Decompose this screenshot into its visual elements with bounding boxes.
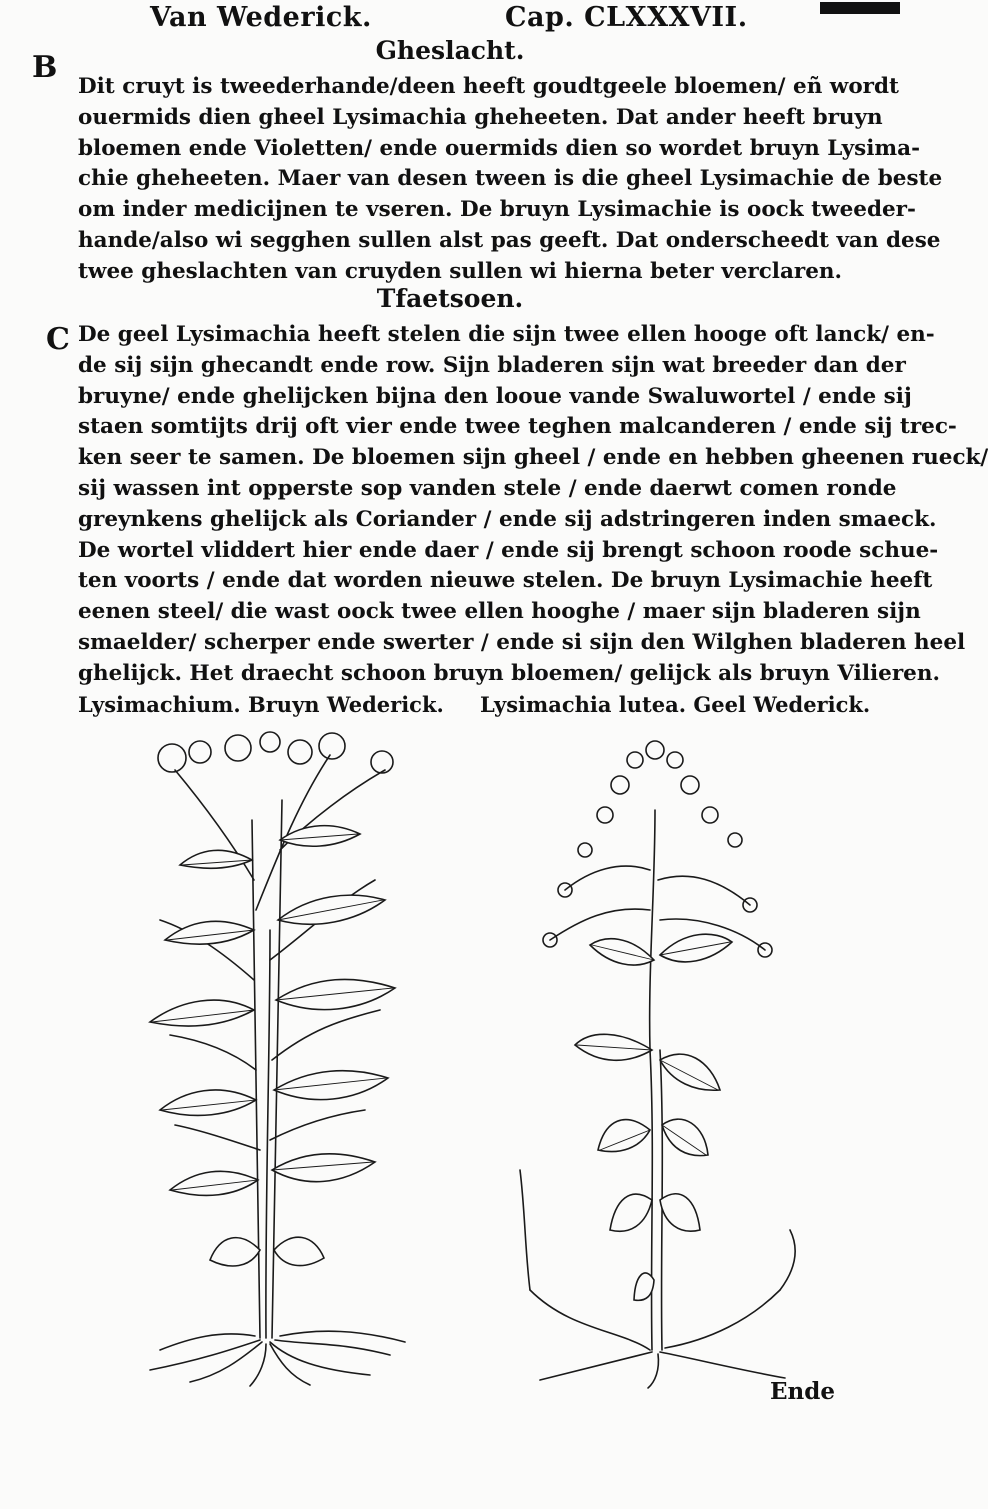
text-line: de sij sijn ghecandt ende row. Sijn bladeren sijn wat breeder dan der bbox=[78, 352, 906, 378]
text-line: greynkens ghelijck als Coriander / ende sij adstringeren inden smaeck. bbox=[78, 506, 937, 532]
text-line: smaelder/ scherper ende swerter / ende si sijn den Wilghen bladeren heel bbox=[78, 629, 966, 655]
text-line: staen somtijts drij oft vier ende twee teghen malcanderen / ende sij trec- bbox=[78, 414, 957, 440]
caption-lysimachia-lutea: Lysimachia lutea. Geel Wederick. bbox=[480, 692, 871, 717]
running-head-title: Van Wederick. bbox=[150, 2, 372, 33]
text-line: De wortel vliddert hier ende daer / ende sij brengt schoon roode schue- bbox=[78, 537, 939, 563]
text-line: ten voorts / ende dat worden nieuwe stelen. De bruyn Lysimachie heeft bbox=[78, 568, 933, 594]
heading-gheslacht: Gheslacht. bbox=[375, 36, 525, 65]
chapter-number: Cap. CLXXXVII. bbox=[505, 2, 748, 33]
text-line: ouermids dien gheel Lysimachia gheheeten. Dat ander heeft bruyn bbox=[78, 104, 883, 130]
paragraph-gheslacht bbox=[78, 72, 943, 288]
marginal-letter-c: C bbox=[46, 322, 70, 357]
paragraph-tfaetsoen bbox=[78, 320, 988, 690]
text-line: ken seer te samen. De bloemen sijn gheel / ende en hebben gheenen rueck/ bbox=[78, 445, 988, 471]
caption-lysimachium: Lysimachium. Bruyn Wederick. bbox=[78, 692, 444, 717]
running-head bbox=[0, 2, 900, 36]
text-line: bloemen ende Violetten/ ende ouermids dien so wordet bruyn Lysima- bbox=[78, 135, 921, 161]
text-line: bruyne/ ende ghelijcken bijna den looue vande Swaluwortel / ende sij bbox=[78, 383, 912, 409]
text-line: ghelijck. Het draecht schoon bruyn bloemen/ gelijck als bruyn Vilieren. bbox=[78, 660, 940, 686]
woodcut-bruyn-wederick bbox=[120, 730, 420, 1390]
text-line: twee gheslachten van cruyden sullen wi hierna beter verclaren. bbox=[78, 258, 843, 284]
text-line: Dit cruyt is tweederhande/deen heeft goudtgeele bloemen/ eñ wordt bbox=[78, 74, 899, 99]
catchword: Ende bbox=[770, 1378, 835, 1405]
page-edge-shadow bbox=[820, 2, 900, 14]
heading-tfaetsoen: Tfaetsoen. bbox=[376, 284, 524, 313]
text-line: om inder medicijnen te vseren. De bruyn Lysimachie is oock tweeder- bbox=[78, 197, 916, 223]
text-line: chie gheheeten. Maer van desen tween is die gheel Lysimachie de beste bbox=[78, 166, 943, 192]
text-line: hande/also wi segghen sullen alst pas geeft. Dat onderscheedt van dese bbox=[78, 227, 941, 253]
woodcut-geel-wederick bbox=[510, 730, 810, 1390]
marginal-letter-b: B bbox=[32, 50, 58, 85]
text-line: eenen steel/ die wast oock twee ellen hooghe / maer sijn bladeren sijn bbox=[78, 599, 921, 625]
text-line: De geel Lysimachia heeft stelen die sijn twee ellen hooge oft lanck/ en- bbox=[78, 322, 935, 347]
text-line: sij wassen int opperste sop vanden stele / ende daerwt comen ronde bbox=[78, 475, 897, 501]
